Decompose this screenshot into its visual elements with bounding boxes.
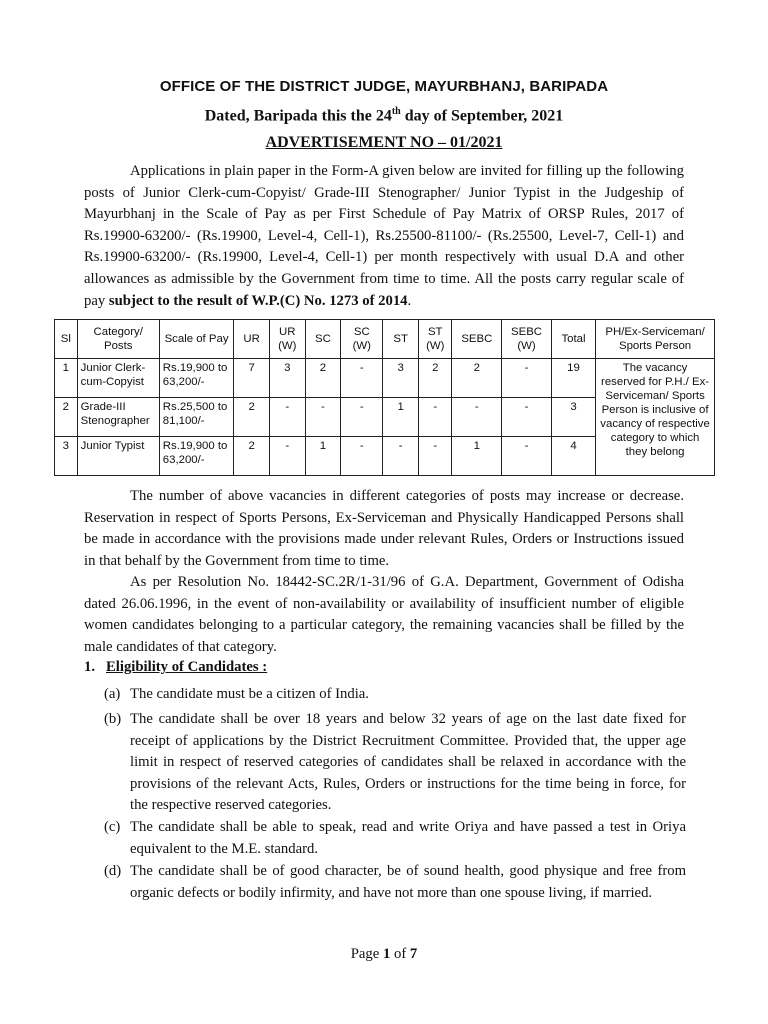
table-cell: 3 bbox=[551, 398, 595, 437]
resolution-paragraph: As per Resolution No. 18442-SC.2R/1-31/96 of G.A. Department, Government of Odisha dated 26.06.1996, in the event of non-availability or availability of insufficient number of eligible women candidates belonging to a particular category, the remaining vacancies shall be filled by the male candidates of that category. bbox=[84, 574, 684, 655]
table-header-row bbox=[55, 320, 715, 359]
table-cell: - bbox=[452, 398, 502, 437]
intro-paragraph bbox=[84, 161, 684, 312]
table-cell: 19 bbox=[551, 359, 595, 398]
header-cell: ST (W) bbox=[419, 320, 452, 359]
table-cell: 2 bbox=[419, 359, 452, 398]
list-item-label: (b) bbox=[104, 711, 122, 727]
table-cell: 1 bbox=[383, 398, 419, 437]
table-cell: - bbox=[341, 437, 383, 476]
header-cell: Total bbox=[551, 320, 595, 359]
header-cell: Sl bbox=[55, 320, 78, 359]
table-cell: - bbox=[419, 437, 452, 476]
table-cell: - bbox=[383, 437, 419, 476]
date-superscript: th bbox=[391, 106, 401, 117]
header-cell: SEBC (W) bbox=[502, 320, 552, 359]
list-item-text: The candidate shall be over 18 years and below 32 years of age on the last date fixed for receipt of applications by the District Recruitment Committee. Provided that, the upper age limit in respect of reserved categories of candidates shall be relaxed in accordance with the provisions of the relevant Acts, Rules, Orders or instructions for the time being in force, for the respective reserved categories. bbox=[130, 711, 686, 814]
page-footer bbox=[0, 946, 768, 963]
section-heading bbox=[84, 659, 267, 676]
list-item-label: (c) bbox=[104, 819, 121, 835]
date-suffix: day of September, 2021 bbox=[400, 107, 564, 125]
list-item bbox=[104, 709, 686, 817]
table-cell: Grade-III Stenographer bbox=[77, 398, 159, 437]
office-heading: OFFICE OF THE DISTRICT JUDGE, MAYURBHANJ, BARIPADA bbox=[159, 78, 609, 95]
list-item-label: (d) bbox=[104, 863, 122, 879]
header-cell: Category/ Posts bbox=[77, 320, 159, 359]
table-cell: 7 bbox=[234, 359, 270, 398]
date-prefix: Dated, Baripada this the 24 bbox=[204, 107, 392, 125]
page-number: 1 bbox=[382, 946, 391, 962]
table-cell: - bbox=[419, 398, 452, 437]
table-cell: - bbox=[305, 398, 341, 437]
table-cell: Rs.19,900 to 63,200/- bbox=[159, 359, 234, 398]
header-cell: UR (W) bbox=[269, 320, 305, 359]
section-number: 1. bbox=[84, 659, 96, 675]
list-item-label: (a) bbox=[104, 686, 121, 702]
of-label: of bbox=[390, 946, 410, 962]
table-row bbox=[55, 359, 715, 398]
table-cell: 1 bbox=[55, 359, 78, 398]
advertisement-number: ADVERTISEMENT NO – 01/2021 bbox=[265, 134, 503, 151]
table-cell: - bbox=[502, 359, 552, 398]
table-cell: 1 bbox=[305, 437, 341, 476]
table-cell: 2 bbox=[452, 359, 502, 398]
table-cell: 3 bbox=[383, 359, 419, 398]
table-cell: 2 bbox=[234, 398, 270, 437]
table-cell: - bbox=[341, 359, 383, 398]
intro-end: . bbox=[407, 292, 412, 309]
header-cell: Scale of Pay bbox=[159, 320, 234, 359]
table-cell: 3 bbox=[55, 437, 78, 476]
table-cell: Junior Typist bbox=[77, 437, 159, 476]
header-cell: PH/Ex-Serviceman/ Sports Person bbox=[596, 320, 715, 359]
table-cell: 2 bbox=[234, 437, 270, 476]
table-cell: 3 bbox=[269, 359, 305, 398]
ph-note-cell: The vacancy reserved for P.H./ Ex-Serviceman/ Sports Person is inclusive of vacancy of respective category to which they belong bbox=[596, 359, 715, 476]
table-cell: 4 bbox=[551, 437, 595, 476]
header-cell: SEBC bbox=[452, 320, 502, 359]
table-cell: - bbox=[502, 437, 552, 476]
advertisement-heading bbox=[0, 134, 768, 152]
list-item bbox=[104, 817, 686, 860]
vacancy-note-paragraph: The number of above vacancies in different categories of posts may increase or decrease. Reservation in respect of Sports Persons, Ex-Serviceman and Physically Handicapped Persons shall be made in accordance with the provisions made under relevant Rules, Orders or Instructions issued in that behalf by the Government from time to time. bbox=[84, 488, 684, 569]
table-cell: - bbox=[341, 398, 383, 437]
date-line bbox=[0, 106, 768, 125]
intro-text: Applications in plain paper in the Form-A given below are invited for filling up the following posts of Junior Clerk-cum-Copyist/ Grade-III Stenographer/ Junior Typist in the Judgeship of Mayurbhanj in the Scale of Pay as per First Schedule of Pay Matrix of ORSP Rules, 2017 of Rs.19900-63200/- (Rs.19900, Level-4, Cell-1), Rs.25500-81100/- (Rs.25500, Level-7, Cell-1) and Rs.19900-63200/- (Rs.19900, Level-4, Cell-1) per month respectively with usual D.A and other allowances as admissible by the Government from time to time. All the posts carry regular scale of pay bbox=[84, 163, 684, 309]
table-cell: Junior Clerk-cum-Copyist bbox=[77, 359, 159, 398]
table-cell: - bbox=[502, 398, 552, 437]
page-label: Page bbox=[350, 946, 383, 962]
page-total: 7 bbox=[409, 946, 418, 962]
list-item-text: The candidate must be a citizen of India. bbox=[130, 686, 369, 702]
table-cell: 2 bbox=[55, 398, 78, 437]
list-item bbox=[104, 684, 686, 706]
section-title: Eligibility of Candidates : bbox=[106, 659, 268, 675]
header-cell: SC (W) bbox=[341, 320, 383, 359]
vacancy-table bbox=[54, 319, 715, 476]
header-cell: UR bbox=[234, 320, 270, 359]
list-item-text: The candidate shall be able to speak, read and write Oriya and have passed a test in Oriya equivalent to the M.E. standard. bbox=[130, 819, 686, 857]
table-cell: Rs.25,500 to 81,100/- bbox=[159, 398, 234, 437]
header-cell: SC bbox=[305, 320, 341, 359]
table-cell: - bbox=[269, 437, 305, 476]
header-cell: ST bbox=[383, 320, 419, 359]
intro-bold-text: subject to the result of W.P.(C) No. 1273 of 2014 bbox=[108, 292, 408, 309]
table-cell: 2 bbox=[305, 359, 341, 398]
list-item bbox=[104, 861, 686, 904]
table-cell: - bbox=[269, 398, 305, 437]
table-cell: Rs.19,900 to 63,200/- bbox=[159, 437, 234, 476]
table-cell: 1 bbox=[452, 437, 502, 476]
list-item-text: The candidate shall be of good character, be of sound health, good physique and free from organic defects or bodily infirmity, and have not more than one spouse living, if married. bbox=[130, 863, 686, 901]
